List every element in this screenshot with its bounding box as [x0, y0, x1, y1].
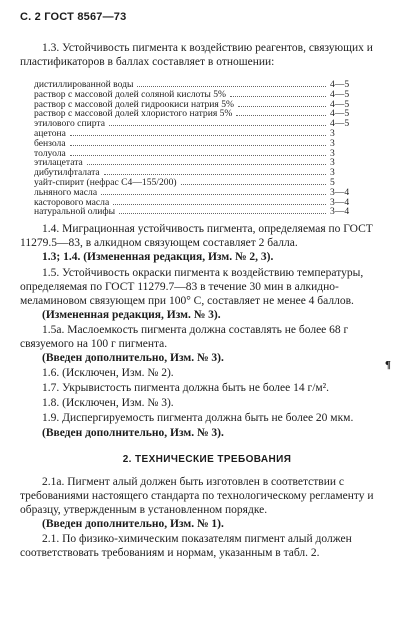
- amendment-note-2-1a: (Введен дополнительно, Изм. № 1).: [42, 518, 224, 530]
- reagent-name: ацетона: [34, 127, 66, 139]
- resistance-score: 5: [330, 176, 335, 188]
- leader-dots: [181, 178, 326, 185]
- resistance-score: 3—4: [330, 186, 350, 198]
- amendment-note-1-3-1-4: 1.3; 1.4. (Измененная редакция, Изм. № 2, 3).: [42, 251, 274, 263]
- leader-dots: [109, 119, 326, 126]
- paragraph-1-9: 1.9. Диспергируемость пигмента должна быть не более 20 мкм.: [42, 412, 354, 424]
- paragraph-1-8: 1.8. (Исключен, Изм. № 3).: [42, 397, 174, 409]
- margin-mark-icon: ¶: [385, 359, 391, 371]
- reagent-name: толуола: [34, 147, 66, 159]
- amendment-note-1-9: (Введен дополнительно, Изм. № 3).: [42, 427, 224, 439]
- leader-dots: [70, 139, 326, 146]
- paragraph-2-1a: 2.1а. Пигмент алый должен быть изготовлен в соответствии с требованиями настоящего стандарта по технологическому регламенту и образцу, утвержденным в установленном порядке.: [20, 476, 374, 516]
- leader-dots: [230, 90, 326, 97]
- resistance-score: 3: [330, 147, 335, 159]
- paragraph-1-4: 1.4. Миграционная устойчивость пигмента, определяемая по ГОСТ 11279.5—83, в алкидном связующем составляет 2 балла.: [20, 223, 373, 249]
- reagent-name: натуральной олифы: [34, 206, 116, 218]
- resistance-score: 3: [330, 157, 335, 169]
- reagent-name: раствор с массовой долей гидроокиси натрия 5%: [34, 98, 235, 110]
- section-title: 2. ТЕХНИЧЕСКИЕ ТРЕБОВАНИЯ: [122, 454, 292, 465]
- leader-dots: [113, 198, 326, 205]
- table-row: [34, 149, 364, 159]
- table-row: [34, 129, 364, 139]
- resistance-score: 4—5: [330, 118, 350, 130]
- resistance-score: 3—4: [330, 206, 350, 218]
- paragraph-1-3: 1.3. Устойчивость пигмента к воздействию реагентов, связующих и пластификаторов в баллах составляет в отношении:: [20, 42, 373, 68]
- leader-dots: [238, 100, 326, 107]
- leader-dots: [87, 158, 326, 165]
- reagent-name: льняного масла: [34, 186, 98, 198]
- reagent-name: этилацетата: [34, 157, 83, 169]
- leader-dots: [119, 207, 326, 214]
- paragraph-2-1: 2.1. По физико-химическим показателям пигмент алый должен соответствовать требованиям и нормам, указанным в табл. 2.: [20, 533, 352, 559]
- paragraph-1-5: 1.5. Устойчивость окраски пигмента к воздействию температуры, определяемая по ГОСТ 11279.7—83 в течение 30 мин в алкидно-меламиновом связующем при 100° С, составляет не менее 4 баллов.: [20, 267, 364, 307]
- leader-dots: [236, 109, 326, 116]
- resistance-score: 3: [330, 127, 335, 139]
- amendment-note-1-5a: (Введен дополнительно, Изм. № 3).: [42, 352, 224, 364]
- paragraph-1-6: 1.6. (Исключен, Изм. № 2).: [42, 367, 174, 379]
- reagent-name: дибутилфталата: [34, 167, 100, 179]
- leader-dots: [104, 168, 326, 175]
- resistance-score: 3: [330, 137, 335, 149]
- reagent-name: касторового масла: [34, 196, 110, 208]
- table-row: [34, 139, 364, 149]
- resistance-table: [34, 80, 364, 217]
- table-row: [34, 207, 364, 217]
- reagent-name: раствор с массовой долей хлористого натрия 5%: [34, 108, 233, 120]
- leader-dots: [70, 129, 326, 136]
- table-row: [34, 119, 364, 129]
- reagent-name: дистиллированной воды: [34, 79, 134, 90]
- leader-dots: [70, 149, 326, 156]
- amendment-note-1-5: (Измененная редакция, Изм. № 3).: [42, 309, 221, 321]
- resistance-score: 3: [330, 167, 335, 179]
- resistance-score: 4—5: [330, 88, 350, 100]
- paragraph-1-7: 1.7. Укрывистость пигмента должна быть не более 14 г/м².: [42, 382, 330, 394]
- reagent-name: уайт-спирит (нефрас С4—155/200): [34, 176, 177, 188]
- reagent-name: бензола: [34, 137, 66, 149]
- paragraph-1-5a: 1.5а. Маслоемкость пигмента должна составлять не более 68 г связуемого на 100 г пигмента.: [20, 324, 349, 350]
- resistance-score: 4—5: [330, 98, 350, 110]
- page-header: С. 2 ГОСТ 8567—73: [20, 11, 127, 23]
- reagent-name: этилового спирта: [34, 118, 105, 130]
- leader-dots: [101, 188, 326, 195]
- resistance-score: 4—5: [330, 79, 350, 90]
- resistance-score: 3—4: [330, 196, 350, 208]
- leader-dots: [137, 80, 326, 87]
- resistance-score: 4—5: [330, 108, 350, 120]
- reagent-name: раствор с массовой долей соляной кислоты 5%: [34, 88, 227, 100]
